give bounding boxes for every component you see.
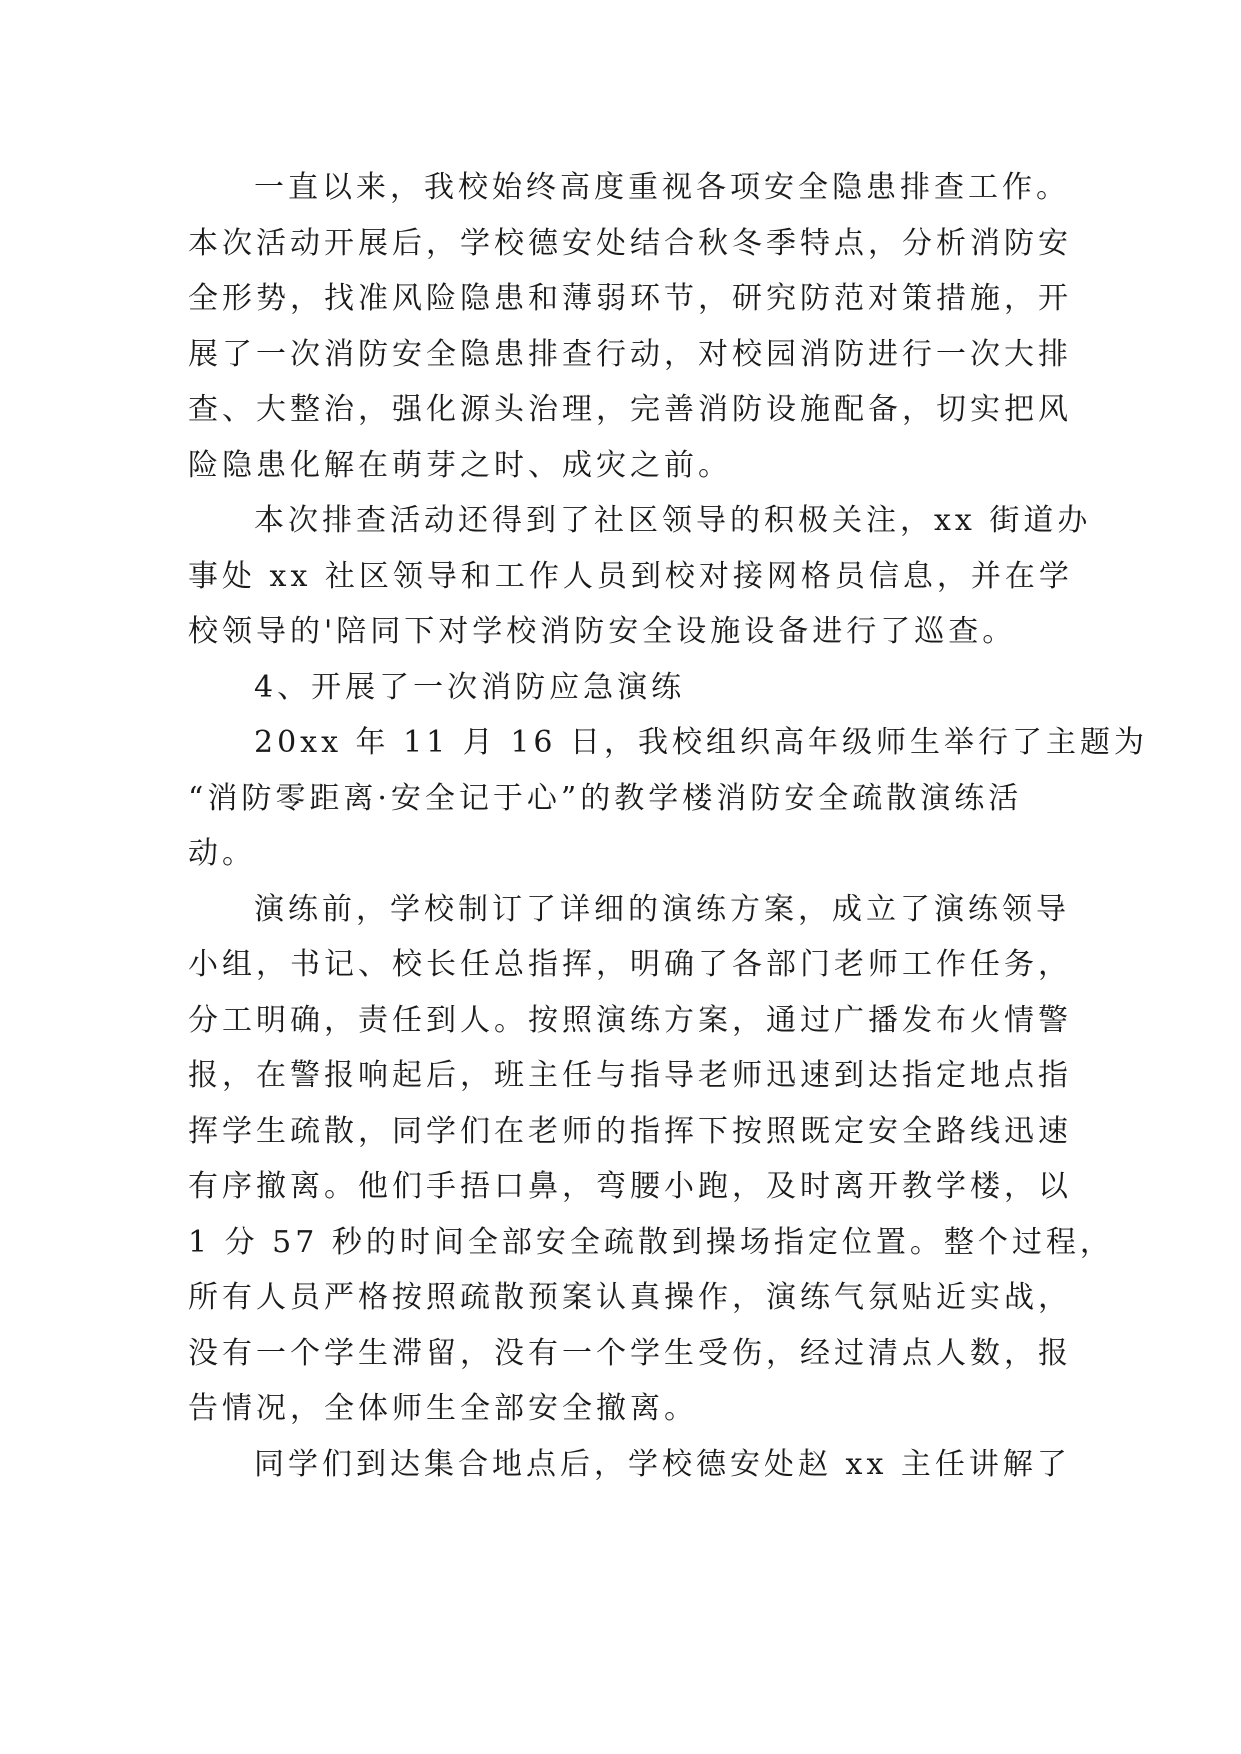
text-line: 展了一次消防安全隐患排查行动，对校园消防进行一次大排: [188, 336, 1072, 372]
text-line: 本次活动开展后，学校德安处结合秋冬季特点，分析消防安: [188, 225, 1072, 261]
text-line: 20xx 年 11 月 16 日，我校组织高年级师生举行了主题为: [254, 725, 1149, 760]
text-line: 有序撤离。他们手捂口鼻，弯腰小跑，及时离开教学楼，以: [188, 1169, 1072, 1204]
text-line: 事处 xx 社区领导和工作人员到校对接网格员信息，并在学: [188, 558, 1073, 594]
text-line: 没有一个学生滞留，没有一个学生受伤，经过清点人数，报: [188, 1335, 1072, 1371]
document-body-text: [188, 160, 1149, 1492]
text-line: 全形势，找准风险隐患和薄弱环节，研究防范对策措施，开: [188, 281, 1072, 316]
text-line: 动。: [188, 836, 256, 871]
text-line: 同学们到达集合地点后，学校德安处赵 xx 主任讲解了: [254, 1446, 1071, 1482]
text-line: 一直以来，我校始终高度重视各项安全隐患排查工作。: [254, 170, 1070, 205]
text-line: 校领导的'陪同下对学校消防安全设施设备进行了巡查。: [188, 614, 1017, 649]
text-line: 查、大整治，强化源头治理，完善消防设施配备，切实把风: [188, 392, 1072, 427]
text-line: “消防零距离·安全记于心”的教学楼消防安全疏散演练活: [188, 780, 1023, 816]
text-line: 分工明确，责任到人。按照演练方案，通过广播发布火情警: [188, 1002, 1072, 1038]
text-line: 1 分 57 秒的时间全部安全疏散到操场指定位置。整个过程，: [188, 1224, 1114, 1260]
text-line: 演练前，学校制订了详细的演练方案，成立了演练领导: [254, 891, 1070, 927]
text-line: 告情况，全体师生全部安全撤离。: [188, 1391, 698, 1426]
text-line: 4、开展了一次消防应急演练: [254, 669, 686, 705]
text-line: 险隐患化解在萌芽之时、成灾之前。: [188, 447, 732, 483]
text-line: 报，在警报响起后，班主任与指导老师迅速到达指定地点指: [188, 1058, 1072, 1093]
text-line: 小组，书记、校长任总指挥，明确了各部门老师工作任务，: [188, 947, 1072, 982]
text-line: 所有人员严格按照疏散预案认真操作，演练气氛贴近实战，: [188, 1280, 1072, 1315]
text-line: 本次排查活动还得到了社区领导的积极关注，xx 街道办: [254, 503, 1092, 538]
text-line: 挥学生疏散，同学们在老师的指挥下按照既定安全路线迅速: [188, 1113, 1072, 1149]
